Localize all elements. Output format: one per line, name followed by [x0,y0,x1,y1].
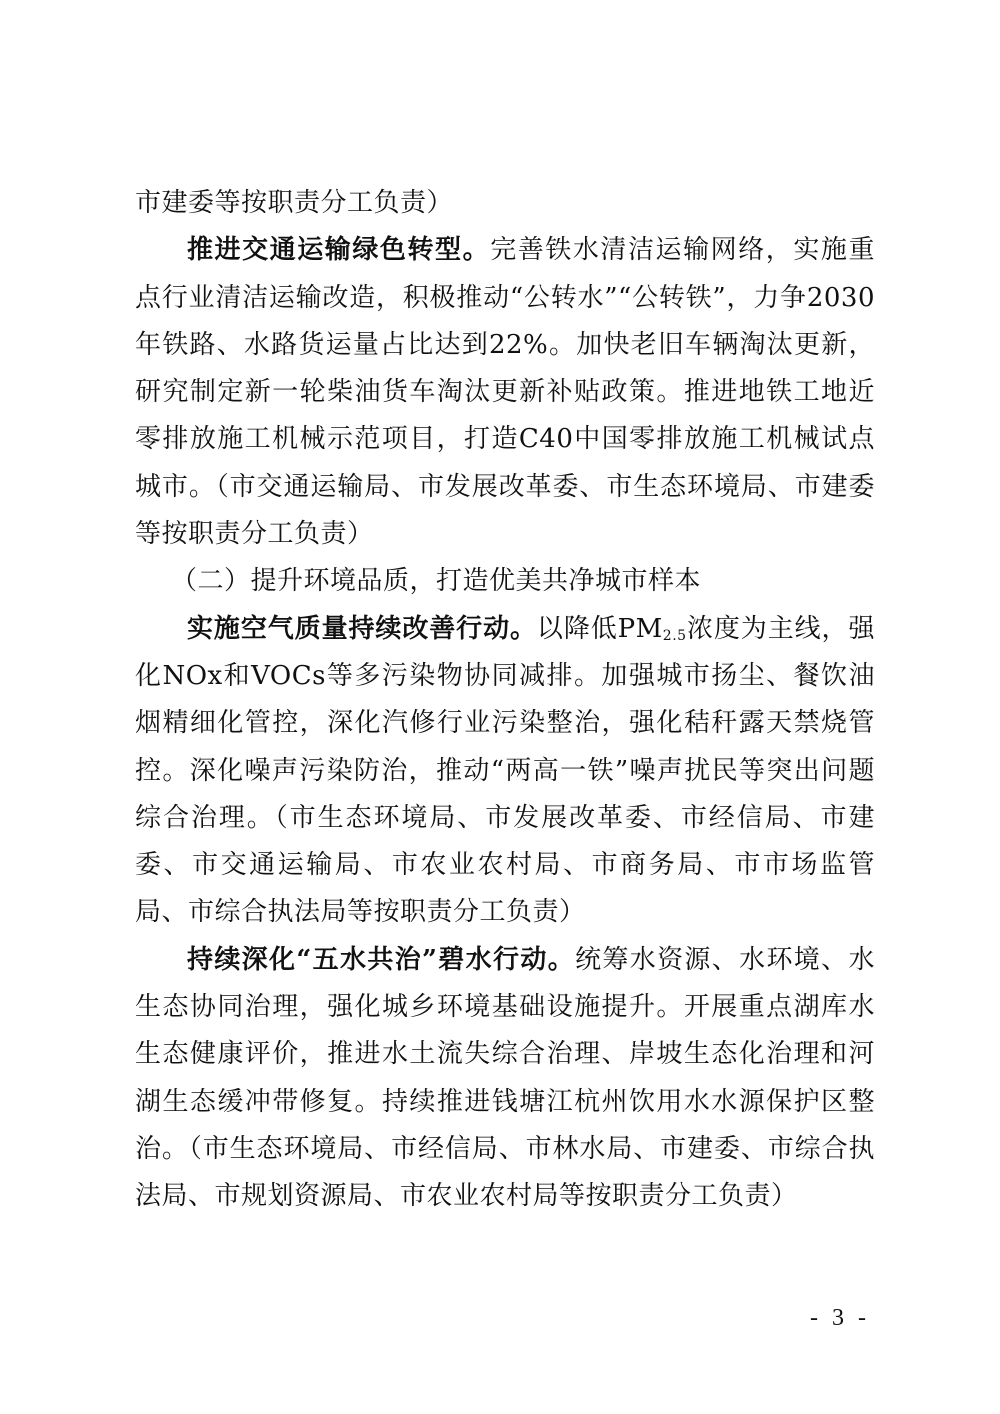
page-number: - 3 - [810,1305,870,1331]
paragraph-transport-green-transition [135,227,875,558]
section-heading [135,558,875,605]
paragraph-lead-heading: 持续深化“五水共治”碧水行动。 [187,944,576,975]
paragraph-text: 统筹水资源、水环境、水生态协同治理，强化城乡环境基础设施提升。开展重点湖库水生态健康评价，推进水土流失综合治理、岸坡生态化治理和河湖生态缓冲带修复。持续推进钱塘江杭州饮用水水源保护区整治。（市生态环境局、市经信局、市林水局、市建委、市综合执法局、市规划资源局、市农业农村局等按职责分工负责） [135,944,875,1212]
paragraph-continuation [135,180,875,227]
subscript-text: 2.5 [662,627,687,644]
paragraph-text-prefix: 以降低PM [536,613,663,644]
paragraph-water-governance [135,937,875,1221]
paragraph-air-quality [135,606,875,937]
paragraph-lead-heading: 推进交通运输绿色转型。 [187,235,491,266]
paragraph-text: 完善铁水清洁运输网络，实施重点行业清洁运输改造，积极推动“公转水”“公转铁”，力争2030年铁路、水路货运量占比达到22%。加快老旧车辆淘汰更新，研究制定新一轮柴油货车淘汰更新补贴政策。推进地铁工地近零排放施工机械示范项目，打造C40中国零排放施工机械试点城市。（市交通运输局、市发展改革委、市生态环境局、市建委等按职责分工负责） [135,235,875,550]
section-heading-text: （二）提升环境品质，打造优美共净城市样本 [171,566,702,597]
paragraph-text: 市建委等按职责分工负责） [135,188,454,218]
paragraph-text: 浓度为主线，强化NOx和VOCs等多污染物协同减排。加强城市扬尘、餐饮油烟精细化管控，深化汽修行业污染整治，强化秸秆露天禁烧管控。深化噪声污染防治，推动“两高一铁”噪声扰民等突出问题综合治理。（市生态环境局、市发展改革委、市经信局、市建委、市交通运输局、市农业农村局、市商务局、市市场监管局、市综合执法局等按职责分工负责） [135,613,875,928]
paragraph-lead-heading: 实施空气质量持续改善行动。 [187,613,537,644]
document-body [135,180,875,1221]
